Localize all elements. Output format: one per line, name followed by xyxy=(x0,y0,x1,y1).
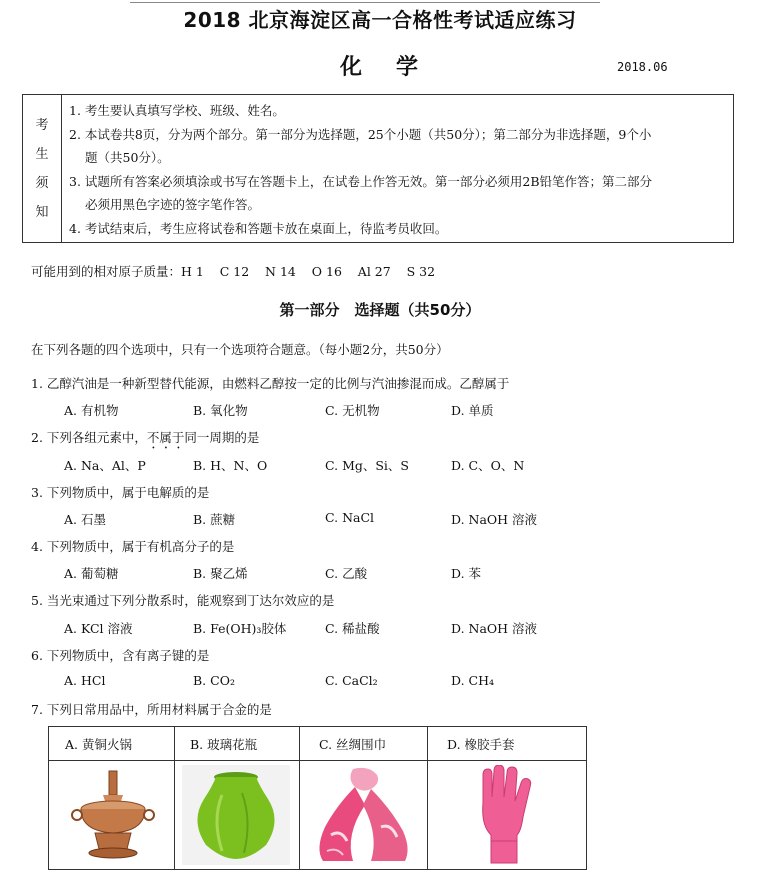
options-image-table xyxy=(48,726,587,870)
option-b: B. 聚乙烯 xyxy=(193,566,248,581)
option-b: B. 玻璃花瓶 xyxy=(190,737,258,752)
question-stem: 7. 下列日常用品中，所用材料属于合金的是 xyxy=(31,702,272,717)
option-b: B. H、N、O xyxy=(193,458,268,473)
option-c: C. 乙酸 xyxy=(325,566,368,581)
subject-title: 化学 xyxy=(340,55,453,80)
option-d: D. 苯 xyxy=(451,566,482,581)
rubber-glove-image xyxy=(469,765,539,865)
section-title: 第一部分 选择题（共50分） xyxy=(279,301,481,319)
table-divider xyxy=(174,727,175,869)
exam-notice-box xyxy=(22,94,734,243)
table-divider xyxy=(299,727,300,869)
notice-line: 2. 本试卷共8页，分为两个部分。第一部分为选择题，25个小题（共50分）；第二部分为非选择题，9个小 xyxy=(69,126,652,142)
option-d: D. 橡胶手套 xyxy=(447,737,515,752)
option-c: C. Mg、Si、S xyxy=(325,458,409,473)
option-a: A. HCl xyxy=(64,673,106,688)
notice-line: 4. 考试结束后，考生应将试卷和答题卡放在桌面上，待监考员收回。 xyxy=(69,220,448,236)
option-d: D. NaOH 溶液 xyxy=(451,621,538,636)
notice-line: 1. 考生要认真填写学校、班级、姓名。 xyxy=(69,103,285,118)
notice-label-char: 考 xyxy=(35,117,49,133)
option-b: B. Fe(OH)₃胶体 xyxy=(193,621,287,636)
notice-line: 3. 试题所有答案必须填涂或书写在答题卡上，在试卷上作答无效。第一部分必须用2B铅笔作答；第二部分 xyxy=(69,173,653,189)
silk-scarf-image xyxy=(307,765,419,865)
notice-label xyxy=(23,95,62,242)
option-b: B. 氧化物 xyxy=(193,403,248,418)
question-stem: 3. 下列物质中，属于电解质的是 xyxy=(31,485,210,500)
option-c: C. NaCl xyxy=(325,510,375,525)
option-d: D. NaOH 溶液 xyxy=(451,512,538,527)
glass-vase-image xyxy=(182,765,290,865)
stem-text: 同一周期的是 xyxy=(184,430,260,445)
section-intro: 在下列各题的四个选项中，只有一个选项符合题意。（每小题2分，共50分） xyxy=(31,342,449,357)
top-rule xyxy=(130,2,600,3)
notice-body xyxy=(69,99,727,240)
option-a: A. 石墨 xyxy=(64,512,106,527)
option-b: B. CO₂ xyxy=(193,673,235,688)
table-divider xyxy=(49,760,586,761)
question-stem xyxy=(31,428,259,452)
option-a: A. 黄铜火锅 xyxy=(65,737,132,752)
notice-label-char: 知 xyxy=(35,204,49,220)
option-d: D. CH₄ xyxy=(451,673,494,688)
question-stem: 5. 当光束通过下列分散系时，能观察到丁达尔效应的是 xyxy=(31,593,335,608)
option-d: D. 单质 xyxy=(451,403,494,418)
option-a: A. 有机物 xyxy=(64,403,119,418)
notice-line: 题（共50分）。 xyxy=(85,150,170,165)
brass-hotpot-image xyxy=(67,765,159,865)
option-a: A. Na、Al、P xyxy=(64,458,146,473)
option-a: A. KCl 溶液 xyxy=(64,621,133,636)
option-c: C. 丝绸围巾 xyxy=(319,737,387,752)
exam-date: 2018.06 xyxy=(617,60,668,74)
option-b: B. 蔗糖 xyxy=(193,512,236,527)
atomic-masses: 可能用到的相对原子质量：H 1 C 12 N 14 O 16 Al 27 S 32 xyxy=(31,264,436,279)
option-d: D. C、O、N xyxy=(451,458,525,473)
option-c: C. CaCl₂ xyxy=(325,673,378,688)
notice-label-char: 须 xyxy=(35,175,49,191)
option-c: C. 稀盐酸 xyxy=(325,621,380,636)
option-c: C. 无机物 xyxy=(325,403,380,418)
table-divider xyxy=(427,727,428,869)
stem-text: 2. 下列各组元素中， xyxy=(31,430,147,445)
notice-label-char: 生 xyxy=(35,146,49,162)
question-stem: 1. 乙醇汽油是一种新型替代能源，由燃料乙醇按一定的比例与汽油掺混而成。乙醇属于 xyxy=(31,376,510,391)
question-stem: 4. 下列物质中，属于有机高分子的是 xyxy=(31,539,235,554)
notice-line: 必须用黑色字迹的签字笔作答。 xyxy=(85,197,261,212)
option-a: A. 葡萄糖 xyxy=(64,566,119,581)
question-stem: 6. 下列物质中，含有离子键的是 xyxy=(31,648,210,663)
page-title: 2018 北京海淀区高一合格性考试适应练习 xyxy=(183,8,577,32)
emphasized-text: 不属于 xyxy=(146,430,185,445)
